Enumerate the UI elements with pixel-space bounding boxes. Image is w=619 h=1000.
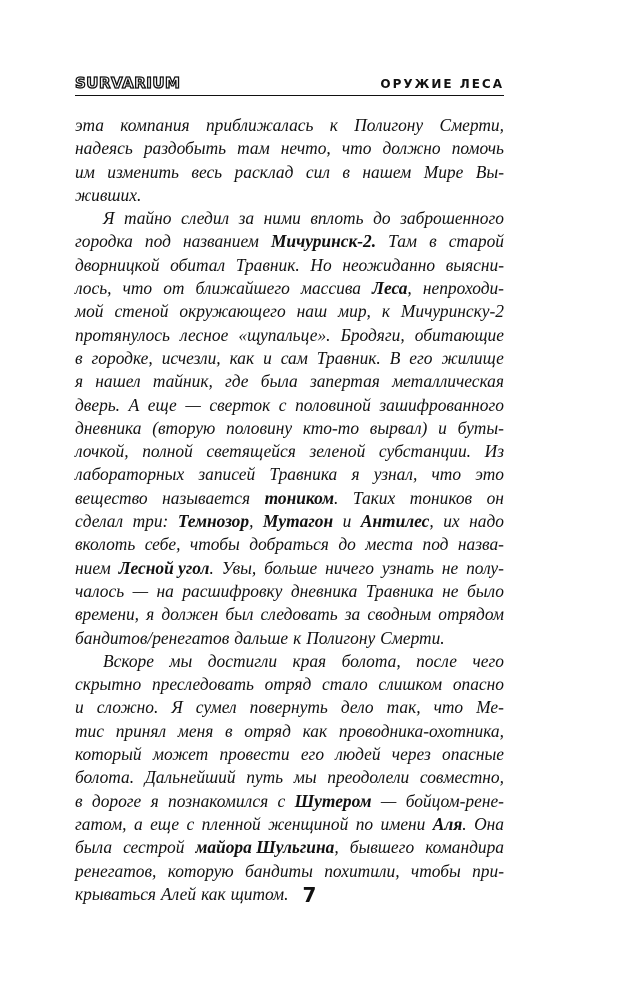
text-line [75,766,504,789]
word: Лесной угол. [118,557,214,578]
word: принял [115,720,167,741]
word: Там [388,231,418,252]
word: дворницкой [75,254,160,275]
word: я [150,790,159,811]
word: Бродяги, [340,324,405,345]
word: за [344,604,361,625]
word: помочь [451,138,504,159]
word: надо [469,511,504,532]
word: Полигону [354,115,424,135]
word: пленной [201,813,261,834]
word: ничего [325,557,374,578]
text-line [75,370,504,393]
word: называется [162,487,251,508]
text-line [75,114,504,137]
word: ними [263,208,301,229]
word: вколоть [75,534,136,555]
word: и [75,697,84,718]
word: непроходи- [422,278,504,299]
word: Ме- [476,697,504,718]
word: протянулось [75,324,170,345]
word: Я [103,208,115,229]
word: к [293,627,302,648]
word: дороге [91,790,142,811]
word: «щупальце». [238,324,331,345]
word: Из [484,441,504,462]
word: (вторую [152,417,216,438]
word: Мире [423,161,464,182]
word: ближайшего [195,278,290,299]
word: его [300,744,325,765]
word: дальше [234,627,289,648]
word: В [389,347,401,368]
word: я [75,371,84,392]
word: три: [132,511,169,532]
word: которую [167,860,234,881]
text-line [75,300,504,323]
text-line [75,557,504,580]
word: Антилес, [360,511,434,532]
word: сестрой [123,837,185,858]
word: зашифрованного [379,394,504,415]
word: тайно [123,208,172,229]
word: Травник. [316,347,381,368]
word: тис [75,720,104,741]
text-line [75,790,504,813]
word: может [152,744,209,765]
word: городка [75,231,133,252]
word: крываться [75,883,157,904]
word: полной [142,441,193,462]
word: названием [182,231,259,252]
word: сам [280,347,308,368]
text-line [75,627,504,650]
text-line [75,603,504,626]
word: Она [474,813,504,834]
word: где [225,371,249,392]
word: надеясь [75,138,133,159]
word: майора Шульгина, [195,837,339,858]
word: до [338,534,356,555]
word: нечто, [280,138,331,159]
word: мы [169,650,193,671]
word: еще [147,394,177,415]
text-line [75,254,504,277]
word: болота, [341,650,401,671]
word: и [438,417,447,438]
body-text [75,114,504,906]
word: через [391,744,431,765]
word: нием [75,557,111,578]
text-line [75,580,504,603]
word: тайник, [152,371,213,392]
word: в [429,231,437,252]
word: времени, [75,604,140,625]
word: места [365,534,414,555]
word: на [156,580,174,601]
text-line [75,463,504,486]
word: бывшего [349,837,415,858]
word: что [433,697,464,718]
text-line [75,836,504,859]
text-line [75,743,504,766]
running-title: ОРУЖИЕ ЛЕСА [380,77,504,91]
word: чего [472,650,504,671]
word: еще [150,813,180,834]
word: субстанции. [378,441,471,462]
word: достигли [207,650,278,671]
word: себе, [144,534,181,555]
word: следовать [260,604,338,625]
text-line [75,696,504,719]
word: — [380,790,397,811]
word: Увы, [221,557,257,578]
word: кто-то [302,417,360,438]
word: людей [335,744,381,765]
word: Но [310,254,332,275]
word: провести [219,744,290,765]
word: лесное [180,324,229,345]
word: Мутагон [262,511,334,532]
word: дневника [75,417,142,438]
word: что [431,464,462,485]
word: до [373,208,391,229]
word: Я [171,697,183,718]
word: похитили, [324,860,400,881]
word: за [238,208,255,229]
word: а [133,813,143,834]
word: записей [198,464,256,485]
word: Смерти, [439,115,504,135]
word: щитом. [230,883,289,904]
word: как [229,347,255,368]
word: была [75,837,113,858]
word: с [278,394,287,415]
word: чтобы [410,860,461,881]
word: — [185,394,201,415]
word: я [351,464,360,485]
word: жилище [441,347,504,368]
word: в [342,161,350,182]
text-line [75,230,504,253]
word: приближалась [205,115,314,135]
word: живших. [75,184,142,205]
word: в [75,790,83,811]
word: был [225,604,254,625]
word: от [163,278,185,299]
word: не [442,580,459,601]
word: выясни- [445,254,504,275]
word: сложно. [96,697,159,718]
text-line [75,347,504,370]
word: опасно [452,674,504,695]
word: гатом, [75,813,127,834]
word: их [443,511,460,532]
word: буты- [457,417,504,438]
text-line [75,510,504,533]
word: вплоть [310,208,364,229]
word: раздобыть [143,138,227,159]
word: отрядом [438,604,504,625]
word: познакомился [168,790,269,811]
word: Мичуринск-2. [270,231,377,252]
text-line [75,650,504,673]
word: Травника [365,580,434,601]
word: под [422,534,449,555]
word: при- [472,860,504,881]
word: он [486,487,504,508]
word: зеленой [309,441,366,462]
word: как [302,720,328,741]
text-line [75,161,504,184]
page-number: 7 [302,883,317,907]
word: окружающего [179,301,286,322]
word: им [75,161,95,182]
word: мир, [338,301,371,322]
word: отряд [264,674,312,695]
word: Дальнейший [144,767,236,788]
word: меня [177,720,214,741]
word: вырвал) [369,417,428,438]
word: узнал, [373,464,418,485]
word: под [144,231,171,252]
word: нашем [362,161,412,182]
text-line [75,277,504,300]
word: была [260,371,298,392]
word: с [277,790,286,811]
word: компания [120,115,190,135]
word: и [263,347,272,368]
word: Вскоре [103,650,154,671]
word: как [201,883,226,904]
word: Алей [161,883,197,904]
word: отряд [244,720,291,741]
word: вещество [75,487,148,508]
text-line [75,137,504,160]
word: наш [296,301,328,322]
word: весь [191,161,223,182]
word: городке, [91,347,153,368]
word: Полигону [306,627,376,648]
word: лось, [75,278,112,299]
word: командира [425,837,504,858]
word: там [237,138,270,159]
word: тоником. [264,487,339,508]
word: больше [264,557,318,578]
word: Шутером [294,790,372,811]
word: Вы- [475,161,504,182]
word: стало [321,674,368,695]
word: по [355,813,374,834]
word: сделал [75,511,124,532]
word: обитающие [414,324,504,345]
header-rule [75,95,504,96]
word: назва- [457,534,504,555]
text-line [75,440,504,463]
word: преодолели [327,767,410,788]
text-line [75,207,504,230]
word: слишком [378,674,443,695]
word: половиной [295,394,371,415]
word: так, [386,697,421,718]
word: следил [181,208,230,229]
word: дневника [290,580,358,601]
word: металлическая [392,371,504,392]
text-line [75,813,504,836]
word: скрытно [75,674,142,695]
word: сверток [209,394,271,415]
text-line [75,394,504,417]
word: добраться [249,534,329,555]
word: к [329,115,338,135]
word: расшифровку [182,580,283,601]
word: после [416,650,457,671]
word: Смерти. [380,627,445,648]
word: бандиты [244,860,313,881]
word: Травника [269,464,338,485]
text-line [75,184,504,207]
word: бандитов/ренегатов [75,627,230,648]
word: эта [75,115,104,135]
text-line [75,860,504,883]
word: я [146,604,155,625]
word: не [441,557,459,578]
word: массива [300,278,361,299]
word: женщиной [268,813,349,834]
word: лочкой, [75,441,129,462]
word: мой [75,301,104,322]
word: Темнозор, [177,511,254,532]
word: и [342,511,352,532]
word: путь [246,767,284,788]
text-line [75,487,504,510]
word: лабораторных [75,464,185,485]
word: опасные [442,744,504,765]
survarium-logo: SURVARIUM [75,74,181,92]
word: половину [226,417,293,438]
word: стеной [114,301,169,322]
word: — [132,580,149,601]
text-line [75,324,504,347]
word: расклад [234,161,294,182]
word: сил [305,161,330,182]
word: было [466,580,504,601]
word: в [225,720,233,741]
word: Аля. [432,813,467,834]
word: должно [382,138,441,159]
word: сумел [195,697,237,718]
word: что [341,138,372,159]
word: должен [161,604,219,625]
word: неожиданно [342,254,436,275]
word: тоников [409,487,473,508]
word: ренегатов, [75,860,157,881]
word: светящейся [206,441,296,462]
word: запертая [309,371,380,392]
word: сводным [367,604,432,625]
word: Таких [352,487,396,508]
text-line [75,673,504,696]
word: мы [293,767,317,788]
word: узнать [381,557,434,578]
word: в [75,347,83,368]
word: дверь. [75,394,121,415]
word: с [186,813,195,834]
word: что [122,278,153,299]
word: совместно, [419,767,504,788]
word: нашел [95,371,141,392]
word: к [381,301,390,322]
word: имени [380,813,426,834]
page-header [75,74,504,96]
word: преследовать [151,674,254,695]
word: Травник. [235,254,300,275]
word: который [75,744,142,765]
word: исчезли, [161,347,221,368]
word: его [409,347,433,368]
word: А [128,394,140,415]
word: Леса, [372,278,412,299]
word: старой [448,231,504,252]
word: болота. [75,767,135,788]
word: чтобы [189,534,240,555]
word: заброшенного [400,208,504,229]
word: полу- [466,557,504,578]
word: края [292,650,327,671]
text-line [75,533,504,556]
word: Мичуринску-2 [400,301,504,322]
word: проводника-охотника, [338,720,504,741]
word: бойцом-ренe- [405,790,504,811]
word: повернуть [249,697,328,718]
word: дело [340,697,374,718]
word: изменить [107,161,179,182]
word: это [475,464,504,485]
word: обитал [170,254,226,275]
word: чалось [75,580,125,601]
text-line [75,417,504,440]
text-line [75,720,504,743]
